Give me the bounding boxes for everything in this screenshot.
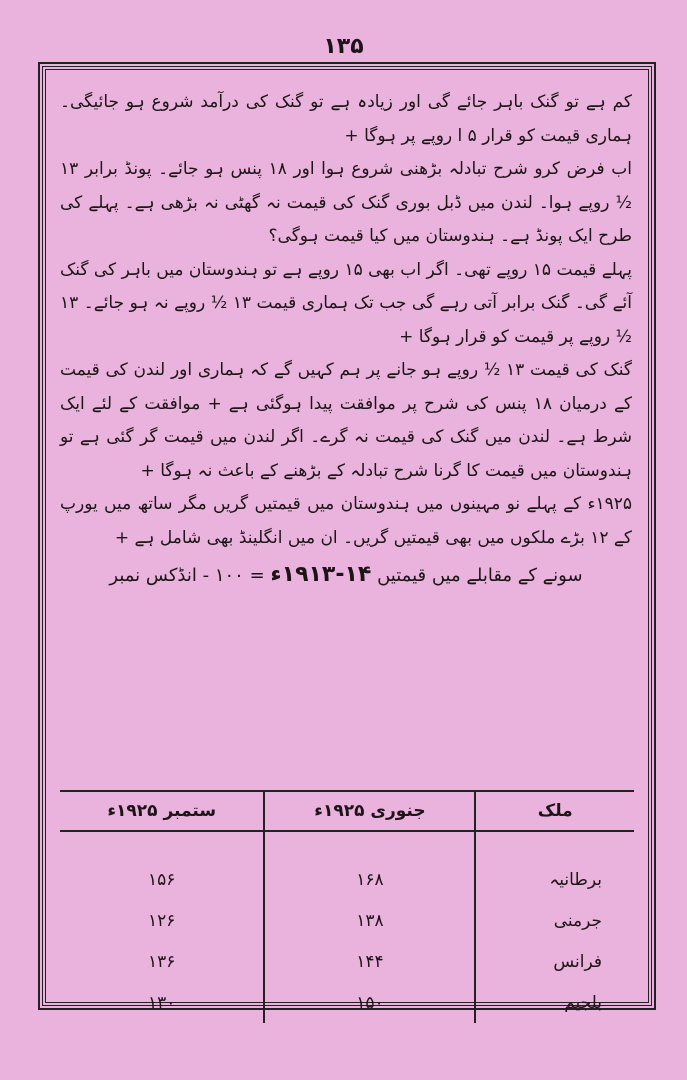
paragraph: گنک کی قیمت ۱۳ ½ روپے ہو جانے پر ہم کہیں گے کہ ہماری اور لندن کی قیمت کے درمیان ۱۸ پنس کی شرح پر موافقت پیدا ہوگئی ہے + موافقت کے لئے ایک شرط ہے۔ لندن میں گنک کی قیمت نہ گرے۔ اگر لندن میں قیمت گر گئی ہے تو ہندوستان میں قیمت کا گرنا شرح تبادلہ کے بڑھنے کے باعث نہ ہوگا + xyxy=(60,360,632,481)
cell-september: ۱۲۶ xyxy=(148,910,176,931)
paragraph: اب فرض کرو شرح تبادلہ بڑھنی شروع ہوا اور ۱۸ پنس ہو جائے۔ پونڈ برابر ۱۳ ½ روپے ہوا۔ لندن میں ڈبل بوری گنک کی قیمت نہ گھٹی نہ بڑھی ہے۔ پہلے کی طرح ایک پونڈ ہے۔ ہندوستان میں کیا قیمت ہوگی؟ xyxy=(60,159,632,246)
cell-september: ۱۵۶ xyxy=(148,869,176,890)
cell-january: ۱۶۸ xyxy=(264,831,475,900)
table-row xyxy=(60,941,634,982)
cell-country: بلجیم xyxy=(475,982,634,1023)
cell-january: ۱۵۰ xyxy=(264,982,475,1023)
index-table xyxy=(60,790,634,1023)
page-number: ۱۳۵ xyxy=(323,34,364,59)
heading-years: ۱۴-۱۹۱۳ء xyxy=(270,562,372,587)
text-body xyxy=(60,86,632,594)
header-january: جنوری ۱۹۲۵ء xyxy=(264,791,475,831)
table-row xyxy=(60,982,634,1023)
paragraph: ۱۹۲۵ء کے پہلے نو مہینوں میں ہندوستان میں قیمتیں گریں مگر ساتھ میں یورپ کے ۱۲ بڑے ملکوں میں بھی قیمتیں گریں۔ ان میں انگلینڈ بھی شامل ہے + xyxy=(60,494,632,548)
cell-september: ۱۳۶ xyxy=(148,951,176,972)
table-header-row xyxy=(60,791,634,831)
paragraph: پہلے قیمت ۱۵ روپے تھی۔ اگر اب بھی ۱۵ روپے ہے تو ہندوستان میں باہر کی گنک آئے گی۔ گنک برابر آتی رہے گی جب تک ہماری قیمت ۱۳ ½ روپے نہ ہو جائے۔ ۱۳ ½ روپے پر قیمت کو قرار ہوگا + xyxy=(60,259,632,347)
heading-suffix: = ۱۰۰ - انڈکس نمبر xyxy=(109,565,265,586)
header-september: ستمبر ۱۹۲۵ء xyxy=(60,791,264,831)
heading-prefix: سونے کے مقابلے میں قیمتیں xyxy=(377,565,583,586)
cell-january: ۱۴۴ xyxy=(264,941,475,982)
cell-country: جرمنی xyxy=(475,900,634,941)
paragraph: کم ہے تو گنک باہر جائے گی اور زیادہ ہے تو گنک کی درآمد شروع ہو جائیگی۔ ہماری قیمت کو قرار ۵ ا روپے پر ہوگا + xyxy=(60,92,632,146)
cell-january: ۱۳۸ xyxy=(264,900,475,941)
table-row xyxy=(60,900,634,941)
table-row xyxy=(60,831,634,900)
header-country: ملک xyxy=(475,791,634,831)
cell-september: ۱۳۰ xyxy=(148,992,176,1013)
cell-country: برطانیہ xyxy=(475,831,634,900)
page-frame xyxy=(42,66,652,1013)
table-heading xyxy=(60,557,632,594)
cell-country: فرانس xyxy=(475,941,634,982)
